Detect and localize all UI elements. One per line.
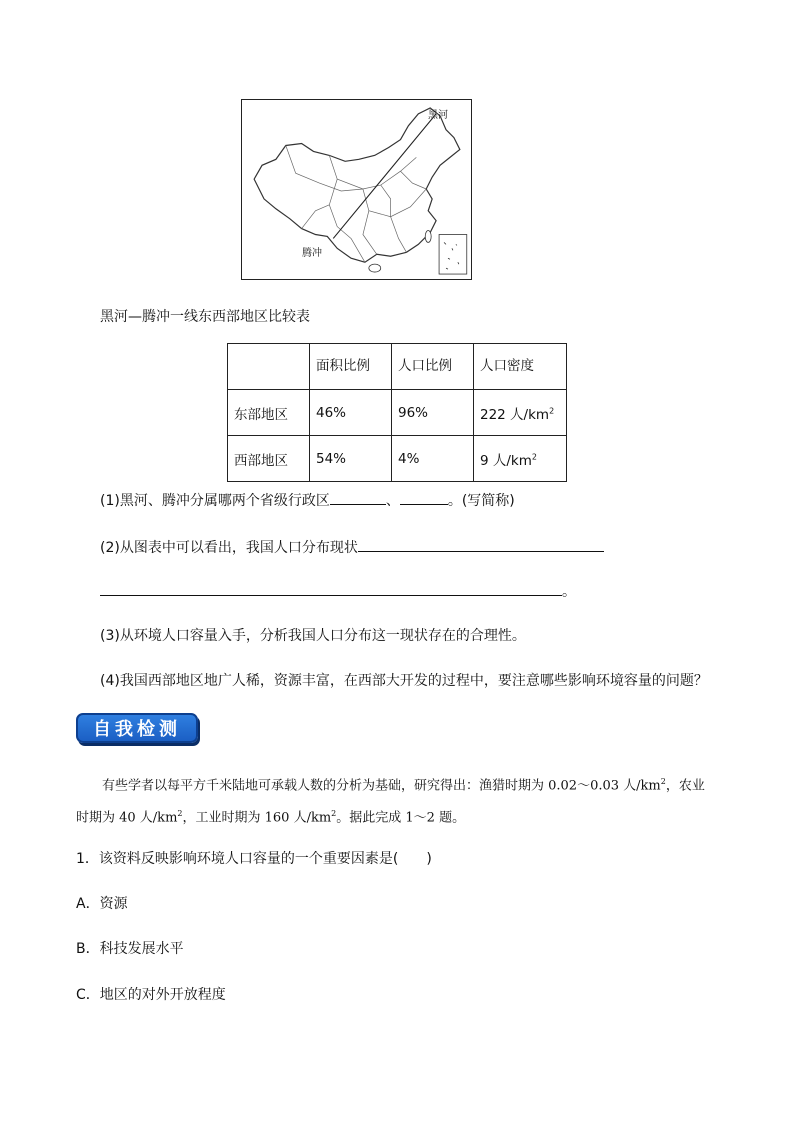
question-2-text: (2)从图表中可以看出，我国人口分布现状 xyxy=(100,540,358,556)
table-header-cell: 人口密度 xyxy=(474,344,567,390)
answer-blank[interactable] xyxy=(400,490,448,505)
mcq-option-b[interactable]: B．科技发展水平 xyxy=(76,941,184,957)
passage-text: 有些学者以每平方千米陆地可承载人数的分析为基础，研究得出：渔猎时期为 0.02～0.03 人/km xyxy=(102,778,661,794)
table-cell-region: 西部地区 xyxy=(228,436,310,482)
question-1-sep: 、 xyxy=(385,493,400,509)
taiwan-island xyxy=(425,231,431,243)
china-map-figure xyxy=(241,99,472,280)
question-3: (3)从环境人口容量入手，分析我国人口分布这一现状存在的合理性。 xyxy=(100,628,526,644)
question-2-end: 。 xyxy=(562,584,576,600)
mcq-stem: 1．该资料反映影响环境人口容量的一个重要因素是( ) xyxy=(76,851,432,867)
passage-text: 时期为 40 人/km xyxy=(76,810,178,826)
question-2-continuation xyxy=(100,581,576,601)
table-row xyxy=(228,390,567,436)
comparison-table xyxy=(227,343,567,482)
passage-line-2 xyxy=(76,798,716,834)
table-row xyxy=(228,436,567,482)
question-2 xyxy=(100,537,604,557)
question-1-text: (1)黑河、腾冲分属哪两个省级行政区 xyxy=(100,493,330,509)
table-cell-area: 46% xyxy=(310,390,392,436)
passage-sup: 2 xyxy=(660,777,666,786)
question-4: (4)我国西部地区地广人稀，资源丰富，在西部大开发的过程中，要注意哪些影响环境容量的问题？ xyxy=(100,673,708,689)
table-cell-region: 东部地区 xyxy=(228,390,310,436)
passage-sup: 2 xyxy=(177,809,183,818)
passage-text: ，工业时期为 160 人/km xyxy=(182,810,332,826)
question-1-tail: 。(写简称) xyxy=(447,493,515,509)
table-cell-population: 4% xyxy=(392,436,474,482)
map-label-heihe: 黑河 xyxy=(428,110,448,121)
density-sup: 2 xyxy=(531,452,537,461)
section-badge-self-check: 自我检测 xyxy=(76,713,198,743)
table-cell-density xyxy=(474,436,567,482)
china-map-svg xyxy=(242,100,471,279)
south-sea-inset xyxy=(439,234,467,274)
table-caption: 黑河—腾冲一线东西部地区比较表 xyxy=(100,309,310,325)
question-1 xyxy=(100,490,515,510)
answer-blank[interactable] xyxy=(330,490,386,505)
table-header-row xyxy=(228,344,567,390)
table-header-cell: 人口比例 xyxy=(392,344,474,390)
density-text: 222 人/km xyxy=(480,406,550,423)
answer-blank[interactable] xyxy=(100,581,562,596)
mcq-option-a[interactable]: A．资源 xyxy=(76,896,128,912)
mcq-option-c[interactable]: C．地区的对外开放程度 xyxy=(76,987,226,1003)
passage-line-1 xyxy=(76,766,716,802)
passage-text: ，农业 xyxy=(665,778,705,794)
passage-sup: 2 xyxy=(331,809,337,818)
table-cell-density xyxy=(474,390,567,436)
passage-text: 。据此完成 1～2 题。 xyxy=(336,810,466,826)
table-cell-population: 96% xyxy=(392,390,474,436)
table-header-cell: 面积比例 xyxy=(310,344,392,390)
map-label-tengchong: 腾冲 xyxy=(302,248,322,259)
density-sup: 2 xyxy=(549,406,555,415)
hainan-island xyxy=(369,264,381,272)
table-header-cell xyxy=(228,344,310,390)
density-text: 9 人/km xyxy=(480,452,532,469)
table-cell-area: 54% xyxy=(310,436,392,482)
answer-blank[interactable] xyxy=(358,537,604,552)
